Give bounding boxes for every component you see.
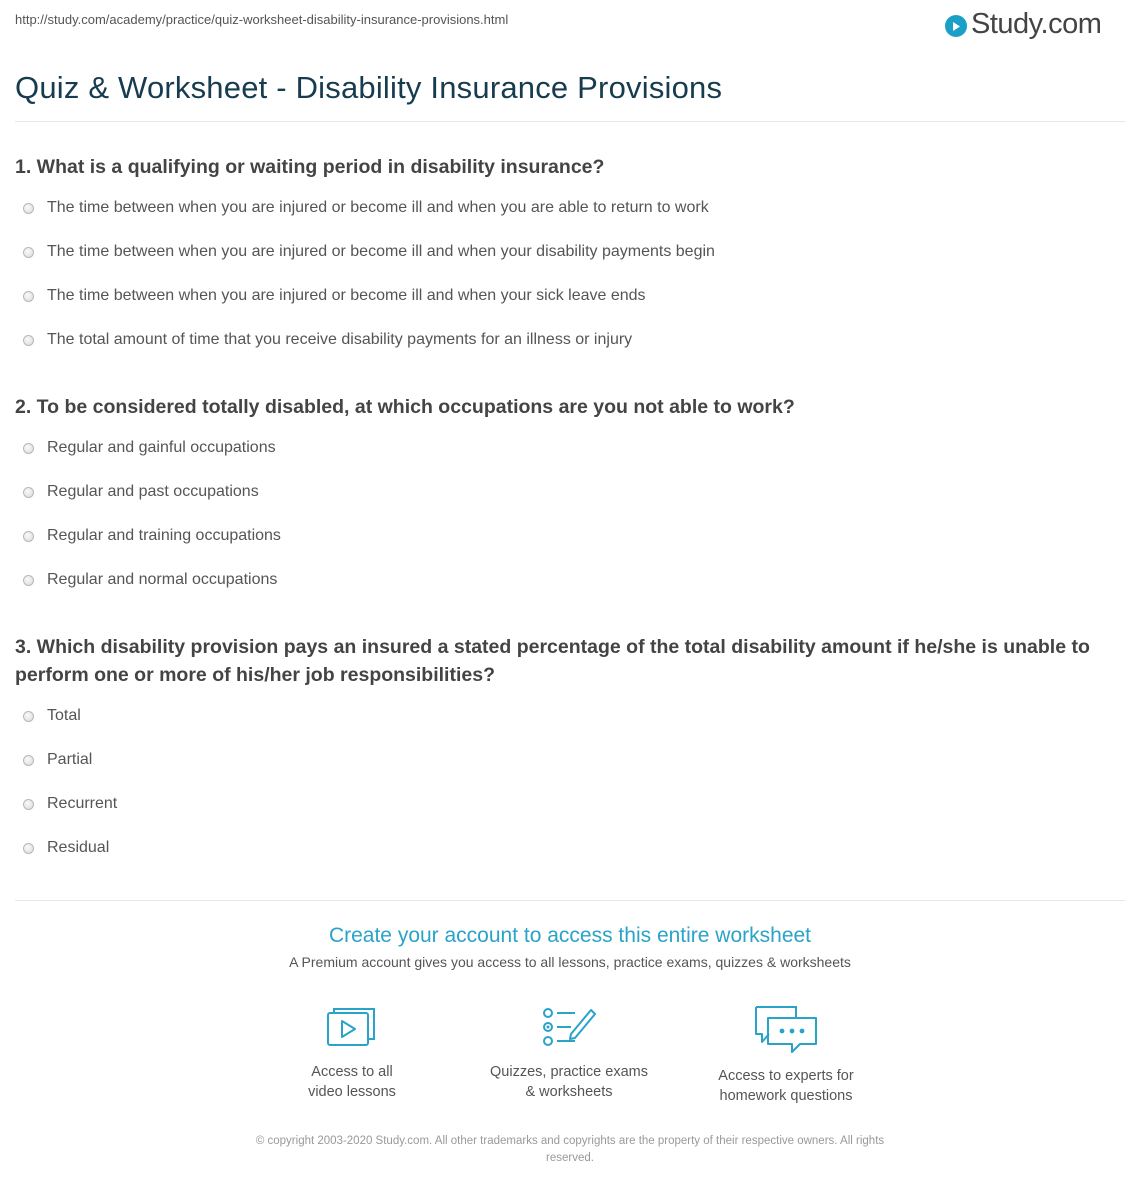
quiz-checklist-icon (541, 1004, 597, 1050)
option-label: The time between when you are injured or become ill and when your disability payments begin (47, 243, 715, 260)
question-3: 3. Which disability provision pays an insured a stated percentage of the total disability amount if he/she is unable to perform one or more of his/her job responsibilities? (15, 636, 1090, 686)
option-label: Regular and gainful occupations (47, 439, 276, 456)
answer-option[interactable] (23, 287, 646, 305)
radio-button[interactable] (23, 799, 34, 810)
feature-line: Access to experts for (718, 1068, 854, 1084)
radio-button[interactable] (23, 575, 34, 586)
create-account-link[interactable]: Create your account to access this entire worksheet (328, 924, 812, 947)
feature-line: Quizzes, practice exams (490, 1064, 648, 1080)
radio-button[interactable] (23, 711, 34, 722)
answer-option[interactable] (23, 839, 109, 857)
answer-option[interactable] (23, 795, 117, 813)
logo-text: Study (971, 8, 1041, 40)
radio-button[interactable] (23, 335, 34, 346)
radio-button[interactable] (23, 247, 34, 258)
answer-option[interactable] (23, 571, 277, 589)
feature-quizzes (469, 1004, 669, 1102)
feature-video-lessons (252, 1004, 452, 1102)
answer-option[interactable] (23, 483, 259, 501)
page-title: Quiz & Worksheet - Disability Insurance Provisions (15, 70, 723, 105)
feature-line: Access to all (311, 1064, 393, 1080)
option-label: Regular and training occupations (47, 527, 281, 544)
answer-option[interactable] (23, 527, 281, 545)
radio-button[interactable] (23, 203, 34, 214)
study-logo[interactable] (945, 8, 1101, 41)
answer-option[interactable] (23, 751, 92, 769)
radio-button[interactable] (23, 487, 34, 498)
answer-option[interactable] (23, 439, 276, 457)
cta-subtitle: A Premium account gives you access to all lessons, practice exams, quizzes & worksheets (289, 954, 851, 970)
radio-button[interactable] (23, 443, 34, 454)
divider (15, 900, 1125, 901)
answer-option[interactable] (23, 199, 709, 217)
question-2: 2. To be considered totally disabled, at which occupations are you not able to work? (15, 396, 795, 418)
video-lessons-icon (325, 1004, 379, 1050)
answer-option[interactable] (23, 243, 715, 261)
option-label: The total amount of time that you receive disability payments for an illness or injury (47, 331, 633, 348)
page-url: http://study.com/academy/practice/quiz-worksheet-disability-insurance-provisions.html (15, 12, 509, 27)
play-logo-icon (945, 15, 967, 37)
feature-experts (686, 1004, 886, 1106)
radio-button[interactable] (23, 843, 34, 854)
option-label: Total (47, 707, 81, 724)
feature-line: & worksheets (525, 1084, 613, 1100)
radio-button[interactable] (23, 755, 34, 766)
logo-suffix: .com (1040, 8, 1102, 40)
feature-line: homework questions (719, 1088, 853, 1104)
answer-option[interactable] (23, 331, 632, 349)
copyright-footer: © copyright 2003-2020 Study.com. All other trademarks and copyrights are the property of their respective owners. All rights reserved. (255, 1135, 885, 1164)
expert-chat-icon (754, 1004, 818, 1054)
answer-option[interactable] (23, 707, 81, 725)
option-label: Residual (47, 839, 110, 856)
feature-line: video lessons (308, 1084, 396, 1100)
option-label: Recurrent (47, 795, 118, 812)
radio-button[interactable] (23, 291, 34, 302)
radio-button[interactable] (23, 531, 34, 542)
option-label: The time between when you are injured or become ill and when your sick leave ends (47, 287, 646, 304)
option-label: Regular and normal occupations (47, 571, 278, 588)
question-1: 1. What is a qualifying or waiting period in disability insurance? (15, 156, 605, 178)
option-label: Partial (47, 751, 93, 768)
option-label: Regular and past occupations (47, 483, 259, 500)
option-label: The time between when you are injured or become ill and when you are able to return to work (47, 199, 709, 216)
divider (15, 121, 1125, 122)
